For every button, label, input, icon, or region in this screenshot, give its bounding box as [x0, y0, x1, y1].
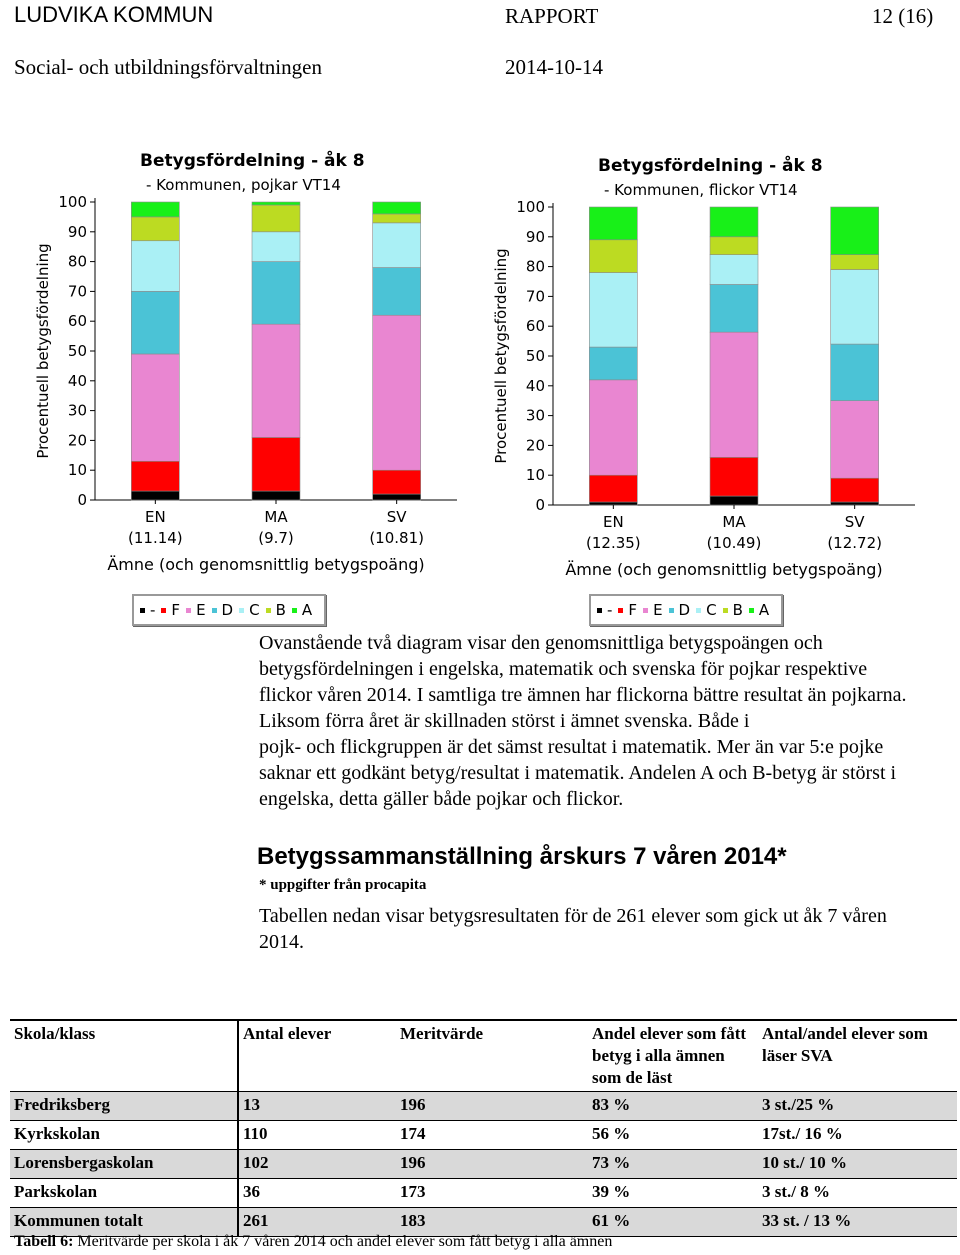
- x-tick-label: EN: [602, 513, 624, 531]
- bar-segment-sv-none: [831, 502, 879, 505]
- bar-segment-sv-b: [373, 214, 421, 223]
- legend-swatch: [140, 608, 145, 613]
- y-tick-label: 70: [67, 282, 87, 301]
- x-axis-label: Ämne (och genomsnittlig betygspoäng): [107, 555, 425, 574]
- table-cell: 196: [396, 1092, 588, 1121]
- x-tick-label: EN: [144, 508, 166, 526]
- x-tick-label: MA: [722, 513, 746, 531]
- table-cell: 102: [238, 1150, 396, 1179]
- table-cell: 261: [238, 1208, 396, 1237]
- table-cell: 3 st./25 %: [758, 1092, 957, 1121]
- legend-label: A: [301, 601, 313, 619]
- legend-swatch: [212, 608, 217, 613]
- table-cell: 183: [396, 1208, 588, 1237]
- paragraph-1: Ovanstående två diagram visar den genomsnittliga betygspoängen och betygsfördelningen i engelska, matematik och svenska för pojkar respektive flickor våren 2014. I samtliga tre ämnen har flickorna bättre resultat än pojkarna. Liksom förra året är skillnaden störst i ämnet svenska. Både i: [259, 632, 907, 732]
- legend-boys: [132, 594, 326, 626]
- table-cell: 61 %: [588, 1208, 758, 1237]
- y-tick-label: 60: [525, 317, 545, 336]
- y-tick-label: 20: [67, 431, 87, 450]
- legend-label: A: [758, 601, 770, 619]
- bar-segment-ma-a: [710, 207, 758, 237]
- y-tick-label: 10: [67, 461, 87, 480]
- col-header-school: Skola/klass: [14, 1024, 96, 1043]
- legend-label: E: [196, 601, 206, 619]
- col-header-merit: Meritvärde: [400, 1024, 484, 1043]
- table-cell: 174: [400, 1124, 426, 1143]
- bar-segment-sv-none: [373, 494, 421, 500]
- bar-segment-en-b: [131, 217, 179, 241]
- table-header-row: [10, 1020, 957, 1092]
- chart-boys: [20, 140, 470, 580]
- legend-item: [186, 601, 205, 619]
- col-header-passed-all: Andel elever som fått betyg i alla ämnen som de läst: [592, 1024, 747, 1087]
- legend-girls: [589, 594, 783, 626]
- table-cell: 73 %: [588, 1150, 758, 1179]
- legend-swatch: [239, 608, 244, 613]
- legend-swatch: [161, 608, 166, 613]
- legend-item: [597, 601, 612, 619]
- table-cell: 56 %: [592, 1124, 631, 1143]
- bar-segment-en-f: [131, 461, 179, 491]
- legend-label: F: [171, 601, 181, 619]
- bar-segment-en-a: [131, 202, 179, 217]
- table-caption: [14, 1233, 612, 1251]
- legend-item: [161, 601, 180, 619]
- legend-label: C: [706, 601, 717, 619]
- legend-label: D: [678, 601, 691, 619]
- legend-item: [749, 601, 769, 619]
- legend-swatch: [749, 608, 754, 613]
- x-tick-label: MA: [264, 508, 288, 526]
- chart-subtitle: - Kommunen, pojkar VT14: [146, 176, 341, 194]
- y-axis-label: Procentuell betygsfördelning: [492, 248, 510, 464]
- y-tick-label: 40: [525, 376, 545, 395]
- y-tick-label: 50: [67, 342, 87, 360]
- source-note: * uppgifter från procapita: [259, 877, 427, 893]
- bar-segment-ma-d: [710, 284, 758, 332]
- col-header-sva: Antal/andel elever som läser SVA: [762, 1024, 928, 1065]
- bar-segment-en-d: [589, 347, 637, 380]
- y-tick-label: 40: [67, 371, 87, 390]
- bar-segment-ma-e: [252, 324, 300, 437]
- legend-swatch: [186, 608, 191, 613]
- table-cell: 33 st. / 13 %: [758, 1208, 957, 1237]
- table-cell: Kyrkskolan: [14, 1124, 100, 1143]
- bar-segment-ma-b: [252, 205, 300, 232]
- y-tick-label: 30: [67, 401, 87, 420]
- table-cell: Fredriksberg: [10, 1092, 238, 1121]
- intro-text: Tabellen nedan visar betygsresultaten för de 261 elever som gick ut åk 7 våren 2014.: [259, 905, 887, 953]
- report-date: 2014-10-14: [505, 55, 603, 79]
- bar-segment-ma-c: [252, 232, 300, 262]
- bar-segment-ma-e: [710, 332, 758, 457]
- bar-segment-en-b: [589, 240, 637, 273]
- legend-label: C: [249, 601, 260, 619]
- legend-item: [266, 601, 286, 619]
- bar-segment-ma-none: [252, 491, 300, 500]
- x-tick-label: SV: [844, 513, 865, 531]
- legend-item: [643, 601, 662, 619]
- bar-segment-ma-f: [252, 437, 300, 491]
- table-cell: 10 st./ 10 %: [758, 1150, 957, 1179]
- legend-label: B: [275, 601, 286, 619]
- y-tick-label: 90: [67, 222, 87, 241]
- bar-segment-sv-a: [373, 202, 421, 214]
- table-row: [10, 1179, 957, 1208]
- table-cell: 39 %: [592, 1182, 631, 1201]
- bar-segment-sv-d: [373, 268, 421, 316]
- table-cell: 173: [400, 1182, 426, 1201]
- chart-title: Betygsfördelning - åk 8: [598, 156, 823, 176]
- y-tick-label: 0: [77, 491, 87, 509]
- table-cell: 83 %: [588, 1092, 758, 1121]
- bar-segment-sv-a: [831, 207, 879, 255]
- bar-segment-sv-e: [373, 315, 421, 470]
- bar-segment-en-a: [589, 207, 637, 240]
- bar-segment-en-c: [131, 241, 179, 292]
- x-tick-score: (10.49): [706, 534, 762, 552]
- legend-swatch: [723, 608, 728, 613]
- bar-segment-en-none: [589, 502, 637, 505]
- table-cell: 13: [238, 1092, 396, 1121]
- x-tick-score: (10.81): [369, 529, 424, 547]
- department: Social- och utbildningsförvaltningen: [14, 55, 322, 79]
- y-tick-label: 20: [525, 436, 545, 455]
- legend-item: [292, 601, 312, 619]
- bar-segment-ma-a: [252, 202, 300, 205]
- table-cell: Lorensbergaskolan: [10, 1150, 238, 1179]
- legend-item: [212, 601, 234, 619]
- legend-label: -: [150, 601, 156, 619]
- bar-segment-sv-c: [831, 270, 879, 345]
- legend-swatch: [618, 608, 623, 613]
- chart-subtitle: - Kommunen, flickor VT14: [604, 181, 798, 199]
- bar-segment-ma-c: [710, 255, 758, 285]
- legend-item: [140, 601, 155, 619]
- legend-swatch: [696, 608, 701, 613]
- bar-segment-en-none: [131, 491, 179, 500]
- x-tick-score: (9.7): [258, 529, 294, 547]
- bar-segment-en-e: [131, 354, 179, 461]
- y-tick-label: 100: [58, 193, 87, 211]
- grades-table: [10, 1019, 957, 1237]
- table-row: [10, 1121, 957, 1150]
- bar-segment-en-e: [589, 380, 637, 475]
- bar-segment-sv-c: [373, 223, 421, 268]
- table-cell: 3 st./ 8 %: [762, 1182, 830, 1201]
- table-row: [10, 1092, 957, 1121]
- section-title: Betygssammanställning årskurs 7 våren 2014*: [257, 843, 787, 870]
- page-number: 12 (16): [872, 4, 934, 28]
- bar-segment-ma-f: [710, 457, 758, 496]
- legend-swatch: [643, 608, 648, 613]
- col-header-students: Antal elever: [238, 1020, 396, 1092]
- legend-item: [696, 601, 716, 619]
- x-axis-label: Ämne (och genomsnittlig betygspoäng): [565, 560, 883, 579]
- paragraph-2: pojk- och flickgruppen är det sämst resultat i matematik. Mer än var 5:e pojke saknar ett godkänt betyg/resultat i matematik. Andelen A och B-betyg är störst i engelska, detta gäller både pojkar och flickor.: [259, 736, 897, 810]
- legend-item: [239, 601, 259, 619]
- legend-label: -: [607, 601, 613, 619]
- y-tick-label: 30: [525, 406, 545, 425]
- bar-segment-ma-d: [252, 262, 300, 325]
- x-tick-label: SV: [386, 508, 407, 526]
- table-cell: Parkskolan: [14, 1182, 98, 1201]
- legend-swatch: [669, 608, 674, 613]
- table-cell: 196: [396, 1150, 588, 1179]
- y-axis-label: Procentuell betygsfördelning: [34, 243, 52, 459]
- y-tick-label: 80: [67, 252, 87, 271]
- bar-segment-sv-e: [831, 401, 879, 478]
- chart-title: Betygsfördelning - åk 8: [140, 151, 365, 171]
- x-tick-score: (12.35): [586, 534, 641, 552]
- table-cell: 17st./ 16 %: [762, 1124, 843, 1143]
- legend-label: B: [732, 601, 743, 619]
- doc-type: RAPPORT: [505, 4, 599, 28]
- legend-swatch: [292, 608, 297, 613]
- bar-segment-ma-none: [710, 496, 758, 505]
- chart-girls: [478, 145, 928, 585]
- table-cell: Kommunen totalt: [10, 1208, 238, 1237]
- caption-label: Tabell 6:: [14, 1233, 74, 1250]
- legend-swatch: [597, 608, 602, 613]
- caption-text: Meritvärde per skola i åk 7 våren 2014 och andel elever som fått betyg i alla ämnen: [73, 1233, 613, 1250]
- legend-label: D: [221, 601, 234, 619]
- bar-segment-ma-b: [710, 237, 758, 255]
- bar-segment-sv-d: [831, 344, 879, 401]
- y-tick-label: 100: [516, 198, 545, 216]
- bar-segment-sv-f: [831, 478, 879, 502]
- y-tick-label: 80: [525, 257, 545, 276]
- y-tick-label: 10: [525, 466, 545, 485]
- bar-segment-sv-f: [373, 470, 421, 494]
- legend-item: [618, 601, 637, 619]
- x-tick-score: (11.14): [128, 529, 183, 547]
- legend-item: [669, 601, 691, 619]
- bar-segment-en-d: [131, 291, 179, 354]
- table-cell: 36: [238, 1179, 396, 1208]
- bar-segment-sv-b: [831, 255, 879, 270]
- y-tick-label: 90: [525, 227, 545, 246]
- legend-swatch: [266, 608, 271, 613]
- body-paragraph: [259, 630, 919, 812]
- bar-segment-en-c: [589, 273, 637, 348]
- legend-item: [723, 601, 743, 619]
- bar-segment-en-f: [589, 475, 637, 502]
- table-cell: 110: [238, 1121, 396, 1150]
- y-tick-label: 0: [535, 496, 545, 514]
- y-tick-label: 50: [525, 347, 545, 365]
- x-tick-score: (12.72): [827, 534, 882, 552]
- table-row: [10, 1150, 957, 1179]
- legend-label: E: [653, 601, 663, 619]
- legend-label: F: [628, 601, 638, 619]
- y-tick-label: 60: [67, 312, 87, 331]
- org-name: LUDVIKA KOMMUN: [14, 2, 214, 27]
- y-tick-label: 70: [525, 287, 545, 306]
